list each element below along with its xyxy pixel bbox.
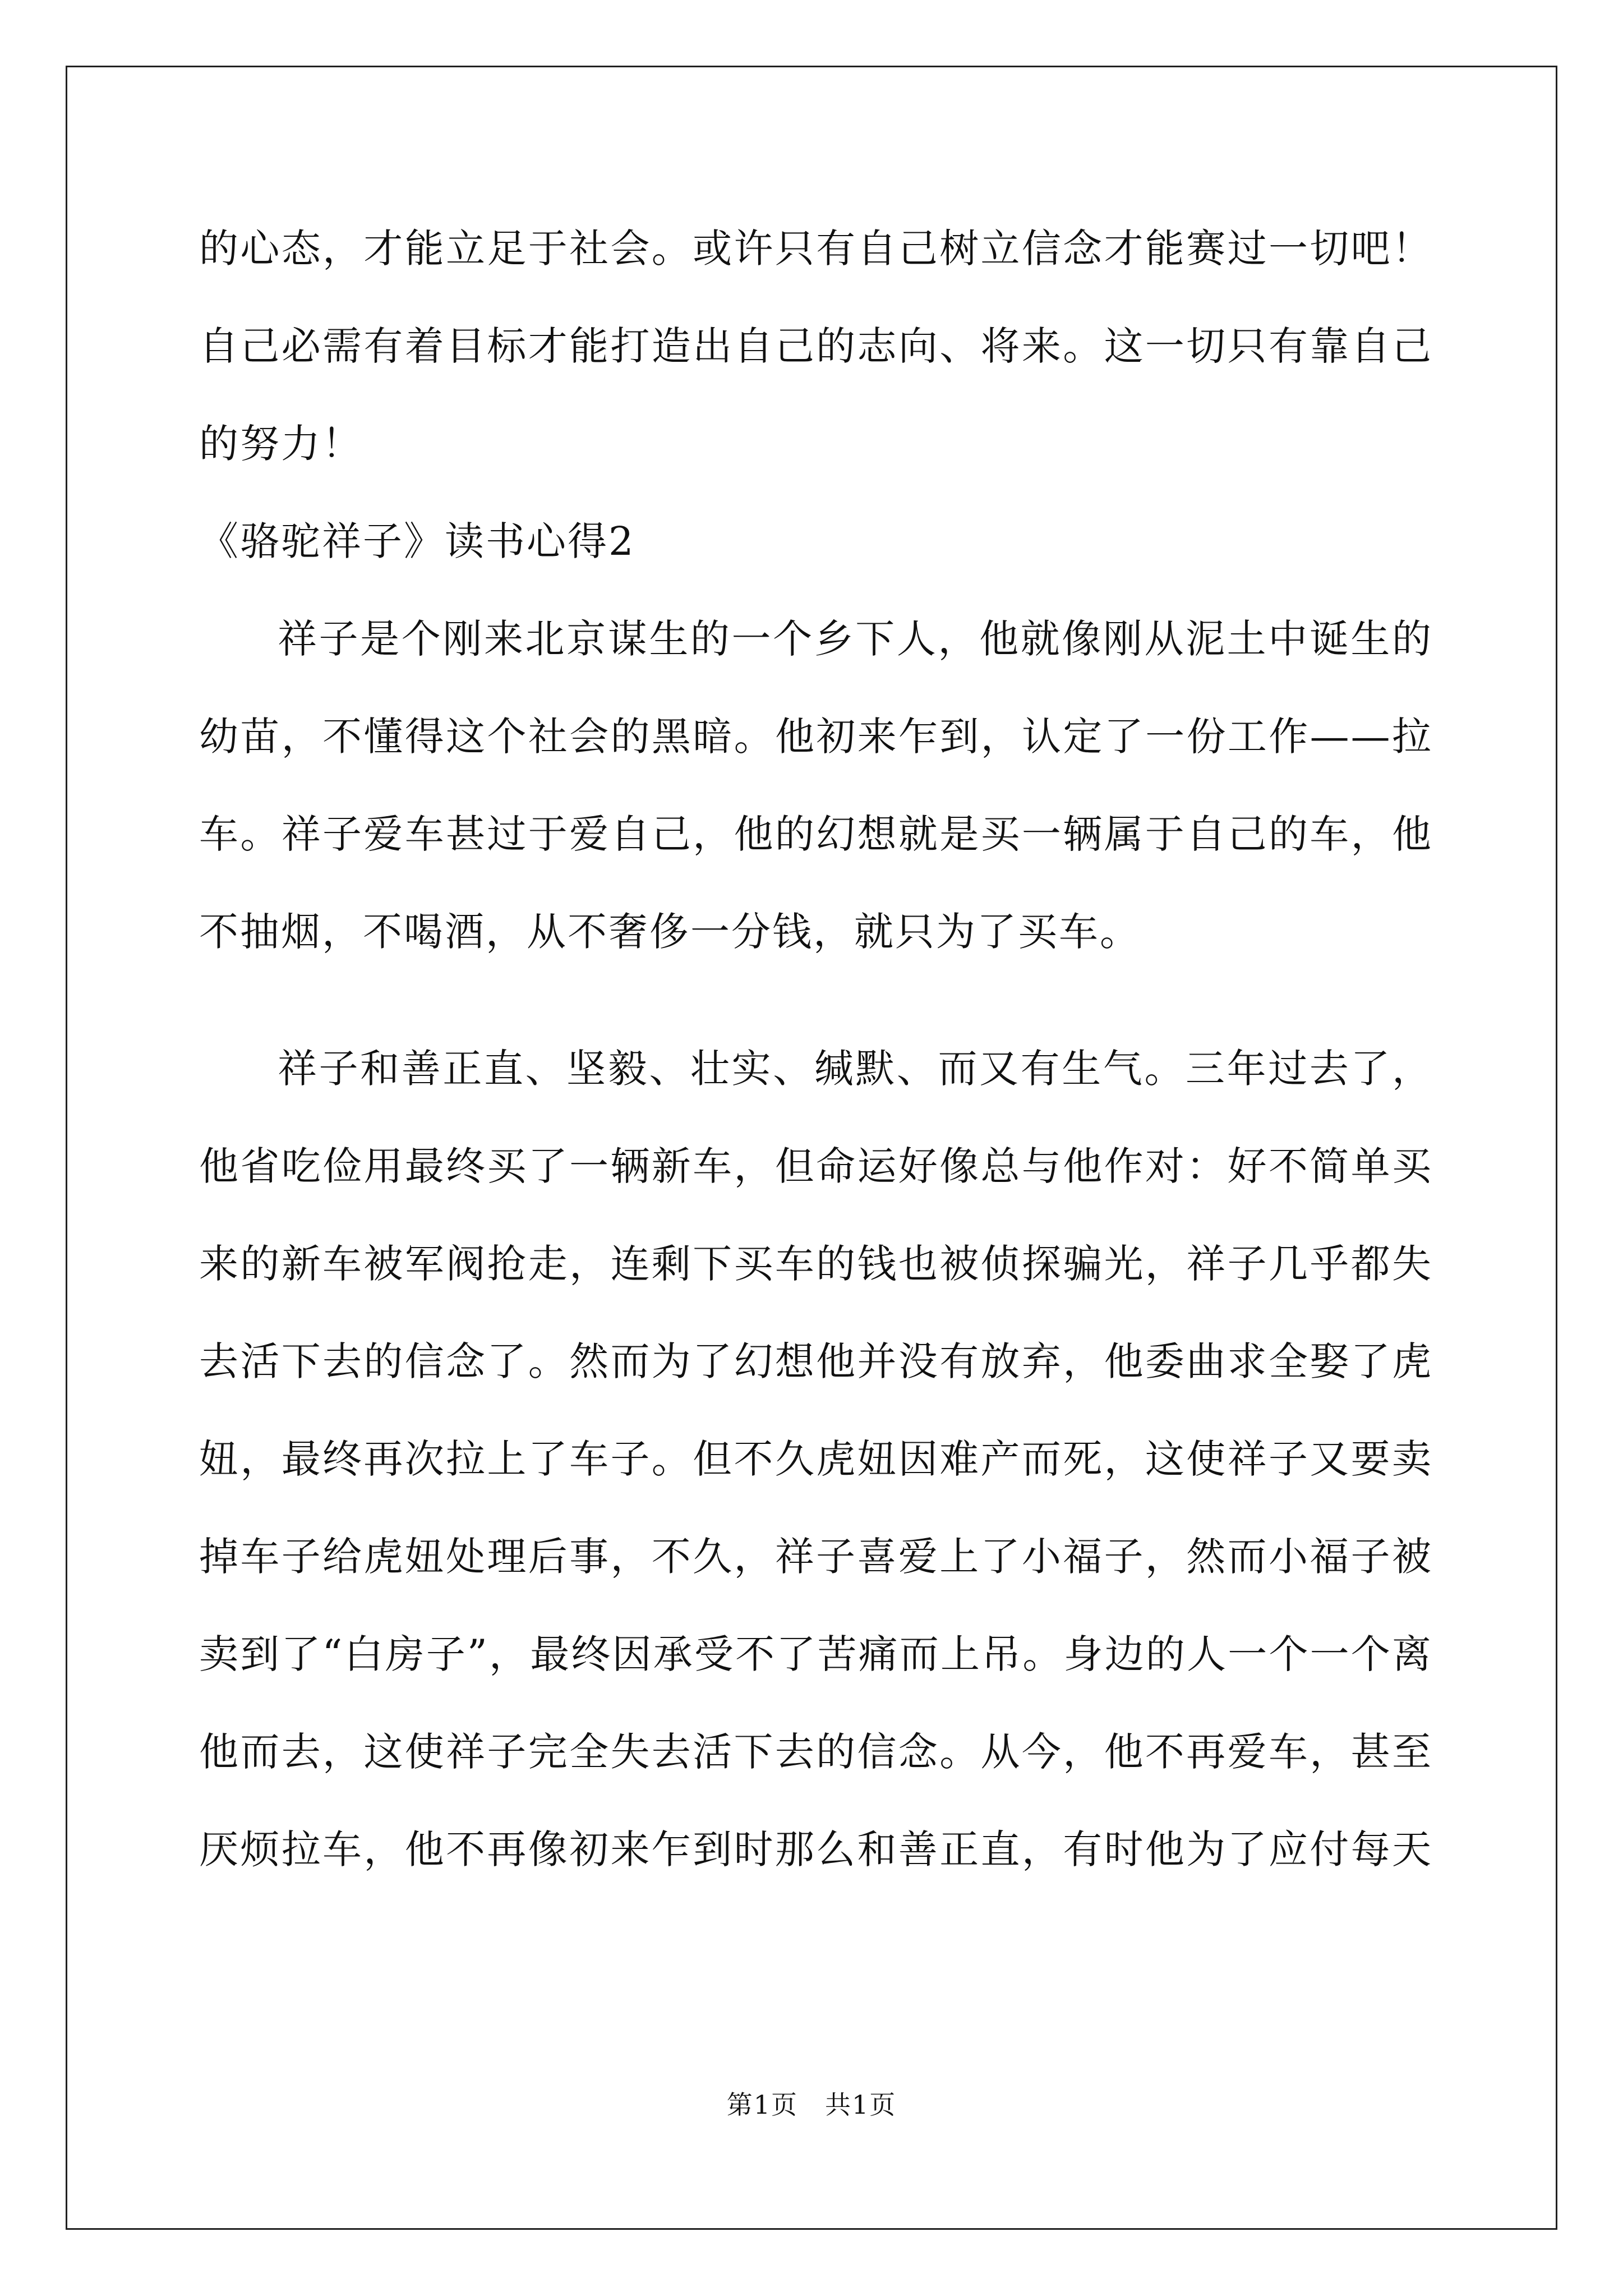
paragraph-first-line: 祥子是个刚来北京谋生的一个乡下人，他就像刚从泥土中诞生的 — [278, 616, 1433, 662]
section-heading: 《骆驼祥子》读书心得2 — [199, 518, 635, 564]
text-line: 不抽烟，不喝酒，从不奢侈一分钱，就只为了买车。 — [199, 909, 1141, 955]
paragraph-first-line: 祥子和善正直、坚毅、壮实、缄默、而又有生气。三年过去了， — [278, 1046, 1433, 1092]
text-line: 自己必需有着目标才能打造出自己的志向、将来。这一切只有靠自己 — [199, 323, 1433, 369]
text-line: 的心态，才能立足于社会。或许只有自己树立信念才能赛过一切吧！ — [199, 226, 1433, 272]
text-line: 他省吃俭用最终买了一辆新车，但命运好像总与他作对：好不简单买 — [199, 1143, 1433, 1189]
text-line: 妞，最终再次拉上了车子。但不久虎妞因难产而死，这使祥子又要卖 — [199, 1436, 1433, 1482]
text-line: 的努力！ — [199, 421, 363, 467]
text-line: 去活下去的信念了。然而为了幻想他并没有放弃，他委曲求全娶了虎 — [199, 1338, 1433, 1384]
document-body — [199, 212, 1433, 1911]
text-line: 厌烦拉车，他不再像初来乍到时那么和善正直，有时他为了应付每天 — [199, 1826, 1433, 1872]
text-line: 他而去，这使祥子完全失去活下去的信念。从今，他不再爱车，甚至 — [199, 1729, 1433, 1775]
text-line: 车。祥子爱车甚过于爱自己，他的幻想就是买一辆属于自己的车，他 — [199, 811, 1433, 857]
text-line: 幼苗，不懂得这个社会的黑暗。他初来乍到，认定了一份工作——拉 — [199, 714, 1433, 760]
text-line: 来的新车被军阀抢走，连剩下买车的钱也被侦探骗光，祥子几乎都失 — [199, 1241, 1433, 1287]
text-line: 卖到了“白房子”，最终因承受不了苦痛而上吊。身边的人一个一个离 — [199, 1631, 1433, 1677]
page-footer: 第1页 共1页 — [726, 2090, 897, 2120]
text-line: 掉车子给虎妞处理后事，不久，祥子喜爱上了小福子，然而小福子被 — [199, 1534, 1433, 1580]
